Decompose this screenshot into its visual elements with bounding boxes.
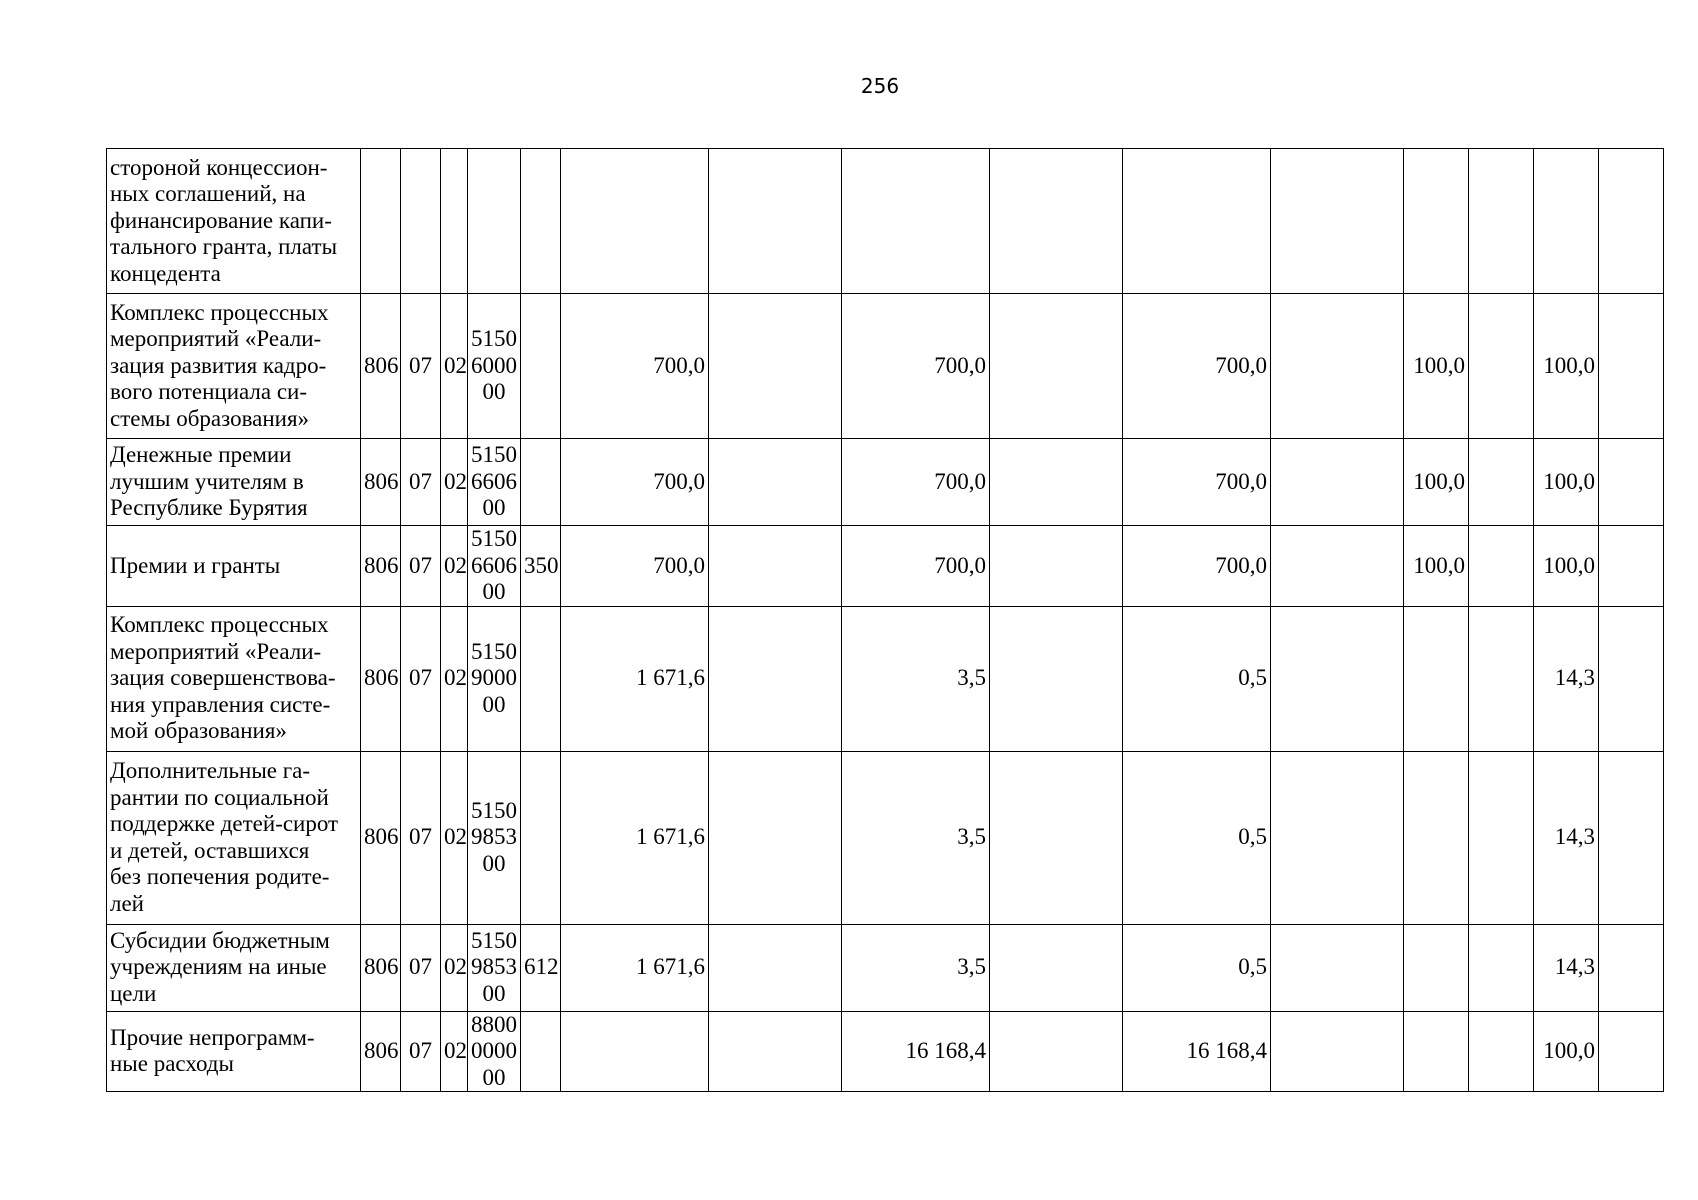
rz-cell: 07 [401, 924, 441, 1011]
ved-cell [361, 149, 401, 294]
row-name-cell: Комплекс процессных мероприятий «Реали- зация развития кадро- вого потенциала си- стемы образования» [107, 294, 361, 439]
amount-cell [1271, 149, 1404, 294]
ved-cell: 806 [361, 606, 401, 751]
pr-cell: 02 [441, 294, 468, 439]
table-row [107, 751, 1664, 924]
ved-cell: 806 [361, 294, 401, 439]
empty-cell [1599, 439, 1664, 526]
amount-cell [990, 526, 1123, 607]
table-row [107, 606, 1664, 751]
table-row [107, 1011, 1664, 1092]
percent-cell [1404, 751, 1469, 924]
vr-cell [521, 1011, 561, 1092]
percent-cell: 14,3 [1534, 751, 1599, 924]
csr-cell [468, 149, 521, 294]
csr-cell: 5150 9853 00 [468, 924, 521, 1011]
amount-cell [561, 149, 709, 294]
rz-cell: 07 [401, 606, 441, 751]
pr-cell: 02 [441, 439, 468, 526]
csr-cell: 5150 6606 00 [468, 439, 521, 526]
amount-cell: 16 168,4 [1123, 1011, 1271, 1092]
empty-cell [1599, 606, 1664, 751]
pr-cell: 02 [441, 924, 468, 1011]
csr-cell: 5150 6000 00 [468, 294, 521, 439]
amount-cell [842, 149, 990, 294]
vr-cell [521, 439, 561, 526]
amount-cell: 700,0 [842, 294, 990, 439]
ved-cell: 806 [361, 439, 401, 526]
amount-cell [709, 294, 842, 439]
ved-cell: 806 [361, 1011, 401, 1092]
row-name-cell: Комплекс процессных мероприятий «Реали- зация совершенствова- ния управления систе- мой образования» [107, 606, 361, 751]
row-name-cell: Денежные премии лучшим учителям в Республике Бурятия [107, 439, 361, 526]
percent-cell [1469, 294, 1534, 439]
empty-cell [1599, 924, 1664, 1011]
table-row [107, 924, 1664, 1011]
vr-cell: 612 [521, 924, 561, 1011]
amount-cell [709, 751, 842, 924]
rz-cell: 07 [401, 1011, 441, 1092]
percent-cell [1469, 606, 1534, 751]
pr-cell: 02 [441, 751, 468, 924]
percent-cell [1534, 149, 1599, 294]
vr-cell [521, 149, 561, 294]
rz-cell: 07 [401, 294, 441, 439]
pr-cell: 02 [441, 1011, 468, 1092]
amount-cell: 0,5 [1123, 751, 1271, 924]
page-number: 256 [860, 74, 900, 98]
pr-cell: 02 [441, 526, 468, 607]
percent-cell: 100,0 [1404, 526, 1469, 607]
amount-cell [990, 149, 1123, 294]
empty-cell [1599, 294, 1664, 439]
percent-cell [1404, 606, 1469, 751]
pr-cell [441, 149, 468, 294]
amount-cell [709, 149, 842, 294]
percent-cell [1469, 439, 1534, 526]
amount-cell: 700,0 [561, 526, 709, 607]
percent-cell: 100,0 [1534, 294, 1599, 439]
amount-cell: 700,0 [842, 526, 990, 607]
row-name-cell: Прочие непрограмм- ные расходы [107, 1011, 361, 1092]
budget-table [106, 148, 1664, 1092]
empty-cell [1599, 751, 1664, 924]
amount-cell: 700,0 [1123, 294, 1271, 439]
amount-cell [709, 439, 842, 526]
percent-cell: 100,0 [1404, 439, 1469, 526]
amount-cell [990, 294, 1123, 439]
amount-cell [1123, 149, 1271, 294]
percent-cell: 100,0 [1534, 439, 1599, 526]
empty-cell [1599, 1011, 1664, 1092]
rz-cell: 07 [401, 751, 441, 924]
csr-cell: 5150 6606 00 [468, 526, 521, 607]
amount-cell [1271, 924, 1404, 1011]
amount-cell: 700,0 [1123, 526, 1271, 607]
amount-cell: 700,0 [842, 439, 990, 526]
amount-cell: 1 671,6 [561, 751, 709, 924]
percent-cell [1469, 924, 1534, 1011]
amount-cell: 0,5 [1123, 606, 1271, 751]
amount-cell [1271, 526, 1404, 607]
percent-cell: 14,3 [1534, 924, 1599, 1011]
amount-cell [990, 751, 1123, 924]
amount-cell [1271, 606, 1404, 751]
percent-cell: 100,0 [1534, 1011, 1599, 1092]
csr-cell: 8800 0000 00 [468, 1011, 521, 1092]
amount-cell: 1 671,6 [561, 606, 709, 751]
percent-cell [1469, 526, 1534, 607]
empty-cell [1599, 149, 1664, 294]
amount-cell [709, 526, 842, 607]
amount-cell [990, 924, 1123, 1011]
amount-cell [990, 1011, 1123, 1092]
ved-cell: 806 [361, 751, 401, 924]
vr-cell [521, 751, 561, 924]
amount-cell: 3,5 [842, 924, 990, 1011]
rz-cell: 07 [401, 526, 441, 607]
row-name-cell: стороной концессион- ных соглашений, на финансирование капи- тального гранта, платы концедента [107, 149, 361, 294]
amount-cell: 3,5 [842, 751, 990, 924]
amount-cell [561, 1011, 709, 1092]
vr-cell: 350 [521, 526, 561, 607]
vr-cell [521, 294, 561, 439]
amount-cell [709, 924, 842, 1011]
amount-cell: 16 168,4 [842, 1011, 990, 1092]
percent-cell [1404, 1011, 1469, 1092]
percent-cell: 100,0 [1534, 526, 1599, 607]
row-name-cell: Субсидии бюджетным учреждениям на иные цели [107, 924, 361, 1011]
vr-cell [521, 606, 561, 751]
pr-cell: 02 [441, 606, 468, 751]
amount-cell [990, 439, 1123, 526]
percent-cell: 100,0 [1404, 294, 1469, 439]
percent-cell [1469, 149, 1534, 294]
row-name-cell: Дополнительные га- рантии по социальной поддержке детей-сирот и детей, оставшихся без попечения родите- лей [107, 751, 361, 924]
percent-cell [1404, 924, 1469, 1011]
amount-cell [1271, 751, 1404, 924]
table-row [107, 149, 1664, 294]
amount-cell [1271, 439, 1404, 526]
amount-cell: 700,0 [1123, 439, 1271, 526]
percent-cell [1404, 149, 1469, 294]
amount-cell: 700,0 [561, 439, 709, 526]
rz-cell: 07 [401, 439, 441, 526]
amount-cell: 700,0 [561, 294, 709, 439]
rz-cell [401, 149, 441, 294]
ved-cell: 806 [361, 526, 401, 607]
amount-cell [709, 1011, 842, 1092]
amount-cell: 0,5 [1123, 924, 1271, 1011]
ved-cell: 806 [361, 924, 401, 1011]
amount-cell: 3,5 [842, 606, 990, 751]
csr-cell: 5150 9000 00 [468, 606, 521, 751]
amount-cell [1271, 294, 1404, 439]
table-row [107, 526, 1664, 607]
amount-cell: 1 671,6 [561, 924, 709, 1011]
row-name-cell: Премии и гранты [107, 526, 361, 607]
empty-cell [1599, 526, 1664, 607]
csr-cell: 5150 9853 00 [468, 751, 521, 924]
table-row [107, 294, 1664, 439]
amount-cell [1271, 1011, 1404, 1092]
table-row [107, 439, 1664, 526]
percent-cell: 14,3 [1534, 606, 1599, 751]
amount-cell [709, 606, 842, 751]
percent-cell [1469, 751, 1534, 924]
amount-cell [990, 606, 1123, 751]
percent-cell [1469, 1011, 1534, 1092]
